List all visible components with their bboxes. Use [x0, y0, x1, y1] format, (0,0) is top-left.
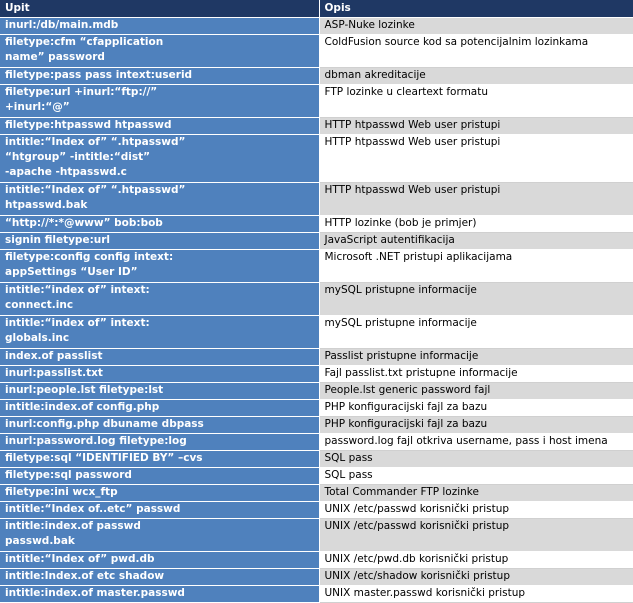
- description-cell: HTTP htpasswd Web user pristupi: [319, 118, 633, 135]
- column-header-opis: Opis: [319, 0, 633, 18]
- query-cell: filetype:htpasswd htpasswd: [0, 118, 319, 135]
- table-row: [0, 569, 633, 586]
- table-row: [0, 552, 633, 569]
- table-body: [0, 18, 633, 603]
- query-cell: intitle:“Index of” pwd.db: [0, 552, 319, 569]
- query-cell: inurl:/db/main.mdb: [0, 18, 319, 35]
- description-cell: UNIX /etc/passwd korisnički pristup: [319, 502, 633, 519]
- query-cell: filetype:config config intext: appSettings “User ID”: [0, 250, 319, 283]
- table-row: [0, 434, 633, 451]
- description-cell: password.log fajl otkriva username, pass i host imena: [319, 434, 633, 451]
- query-cell: intitle:index.of master.passwd: [0, 586, 319, 603]
- table-row: [0, 468, 633, 485]
- description-cell: HTTP htpasswd Web user pristupi: [319, 135, 633, 183]
- query-cell: filetype:sql “IDENTIFIED BY” –cvs: [0, 451, 319, 468]
- description-cell: UNIX /etc/pwd.db korisnički pristup: [319, 552, 633, 569]
- table-row: [0, 502, 633, 519]
- description-cell: SQL pass: [319, 451, 633, 468]
- description-cell: UNIX /etc/passwd korisnički pristup: [319, 519, 633, 552]
- table-row: [0, 383, 633, 400]
- description-cell: UNIX master.passwd korisnički pristup: [319, 586, 633, 603]
- description-cell: mySQL pristupne informacije: [319, 283, 633, 316]
- query-cell: filetype:ini wcx_ftp: [0, 485, 319, 502]
- query-cell: signin filetype:url: [0, 233, 319, 250]
- query-cell: intitle:Index.of etc shadow: [0, 569, 319, 586]
- query-cell: intitle:“Index of” “.htpasswd” htpasswd.bak: [0, 183, 319, 216]
- description-cell: HTTP lozinke (bob je primjer): [319, 216, 633, 233]
- query-cell: filetype:pass pass intext:userid: [0, 68, 319, 85]
- description-cell: mySQL pristupne informacije: [319, 316, 633, 349]
- description-cell: SQL pass: [319, 468, 633, 485]
- query-cell: filetype:sql password: [0, 468, 319, 485]
- header-row: [0, 0, 633, 18]
- query-cell: intitle:index.of config.php: [0, 400, 319, 417]
- table-row: [0, 586, 633, 603]
- description-cell: dbman akreditacije: [319, 68, 633, 85]
- query-cell: inurl:password.log filetype:log: [0, 434, 319, 451]
- query-cell: inurl:people.lst filetype:lst: [0, 383, 319, 400]
- table-row: [0, 366, 633, 383]
- query-cell: intitle:“Index of” “.htpasswd” “htgroup” -intitle:“dist” -apache -htpasswd.c: [0, 135, 319, 183]
- description-cell: PHP konfiguracijski fajl za bazu: [319, 417, 633, 434]
- query-cell: intitle:“Index of..etc” passwd: [0, 502, 319, 519]
- table-row: [0, 233, 633, 250]
- table-row: [0, 85, 633, 118]
- query-cell: intitle:index.of passwd passwd.bak: [0, 519, 319, 552]
- table-row: [0, 35, 633, 68]
- table-row: [0, 316, 633, 349]
- table-row: [0, 183, 633, 216]
- table-row: [0, 216, 633, 233]
- query-cell: inurl:passlist.txt: [0, 366, 319, 383]
- query-cell: “http://*:*@www” bob:bob: [0, 216, 319, 233]
- description-cell: Microsoft .NET pristupi aplikacijama: [319, 250, 633, 283]
- description-cell: PHP konfiguracijski fajl za bazu: [319, 400, 633, 417]
- table-row: [0, 451, 633, 468]
- table-row: [0, 18, 633, 35]
- query-cell: filetype:url +inurl:“ftp://” +inurl:“@”: [0, 85, 319, 118]
- query-cell: inurl:config.php dbuname dbpass: [0, 417, 319, 434]
- table-row: [0, 417, 633, 434]
- table-row: [0, 118, 633, 135]
- description-cell: HTTP htpasswd Web user pristupi: [319, 183, 633, 216]
- table-row: [0, 135, 633, 183]
- description-cell: People.lst generic password fajl: [319, 383, 633, 400]
- description-cell: JavaScript autentifikacija: [319, 233, 633, 250]
- description-cell: Total Commander FTP lozinke: [319, 485, 633, 502]
- table-row: [0, 349, 633, 366]
- query-cell: index.of passlist: [0, 349, 319, 366]
- query-cell: intitle:“index of” intext: globals.inc: [0, 316, 319, 349]
- description-cell: Fajl passlist.txt pristupne informacije: [319, 366, 633, 383]
- table-row: [0, 68, 633, 85]
- description-cell: UNIX /etc/shadow korisnički pristup: [319, 569, 633, 586]
- table-row: [0, 485, 633, 502]
- table-row: [0, 400, 633, 417]
- table-row: [0, 250, 633, 283]
- query-cell: filetype:cfm “cfapplication name” password: [0, 35, 319, 68]
- description-cell: ASP-Nuke lozinke: [319, 18, 633, 35]
- description-cell: Passlist pristupne informacije: [319, 349, 633, 366]
- description-cell: ColdFusion source kod sa potencijalnim lozinkama: [319, 35, 633, 68]
- table-row: [0, 519, 633, 552]
- query-cell: intitle:“index of” intext: connect.inc: [0, 283, 319, 316]
- table-row: [0, 283, 633, 316]
- description-cell: FTP lozinke u cleartext formatu: [319, 85, 633, 118]
- column-header-upit: Upit: [0, 0, 319, 18]
